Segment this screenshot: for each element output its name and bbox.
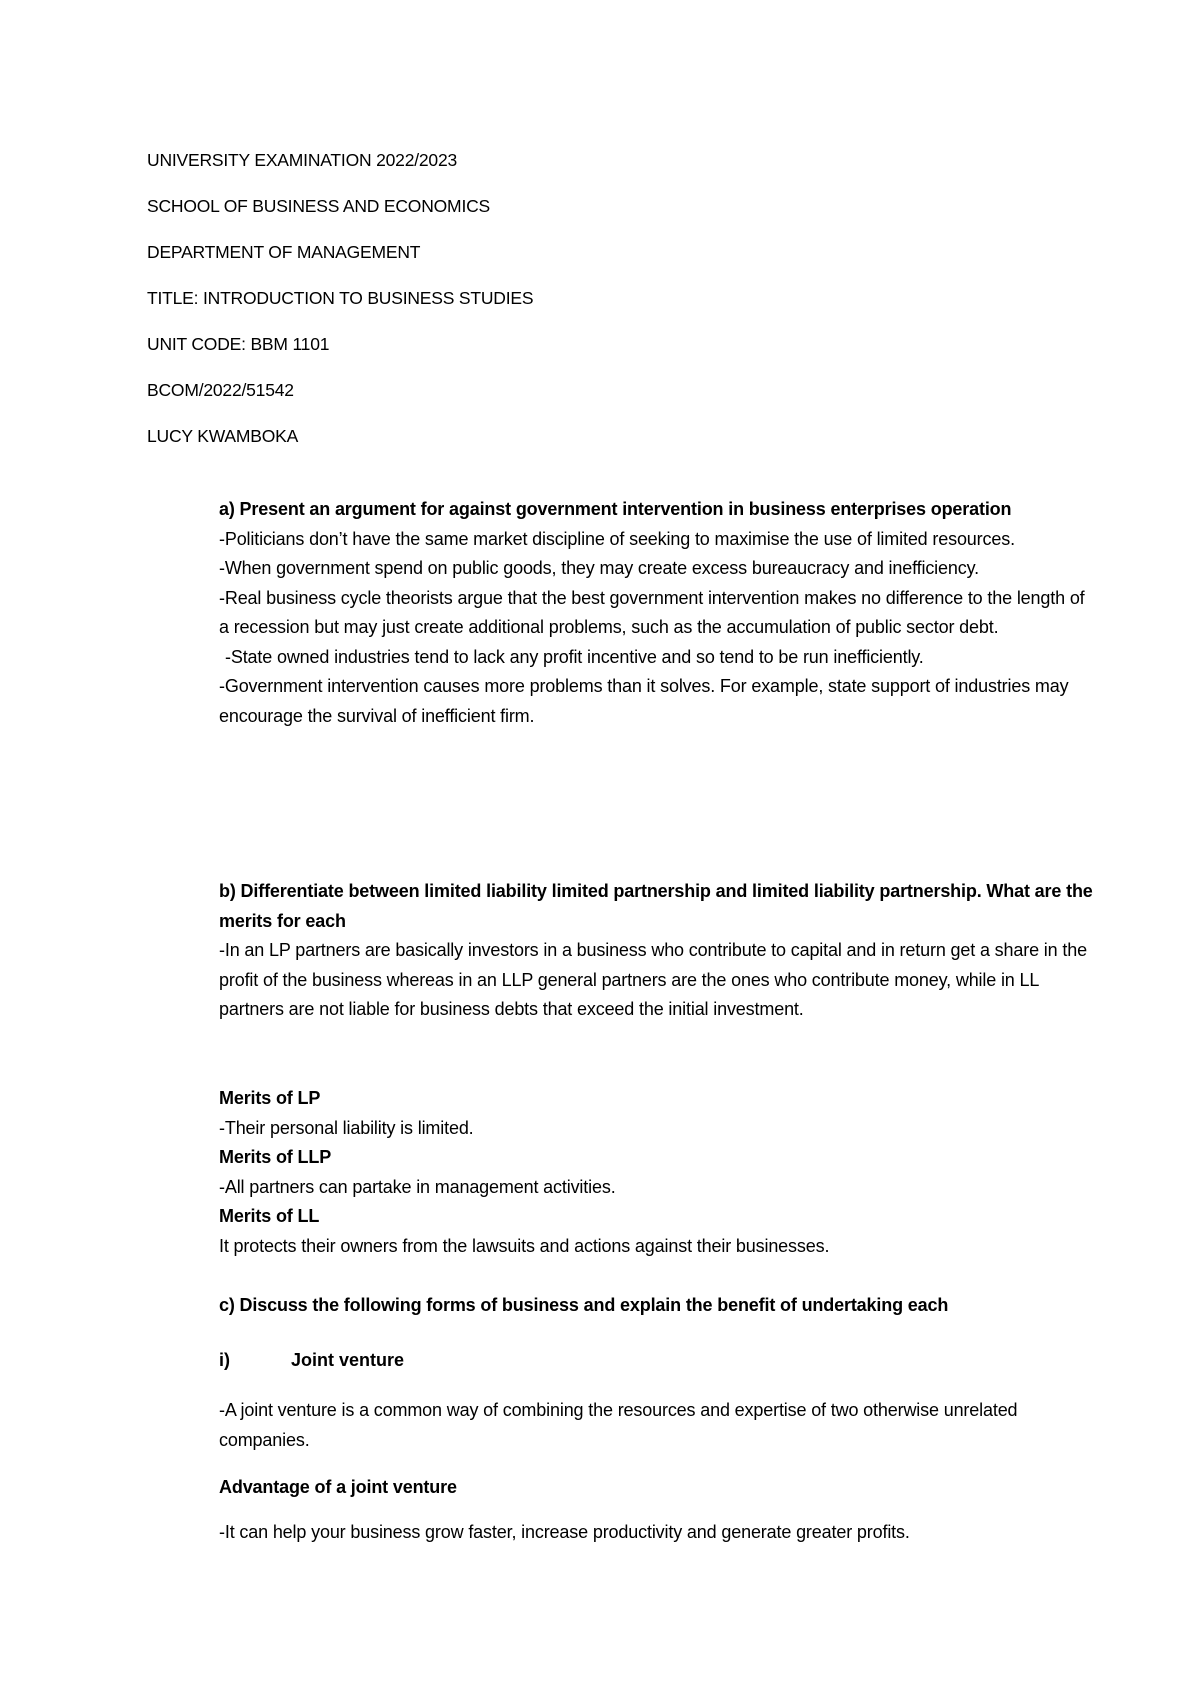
header-school: SCHOOL OF BUSINESS AND ECONOMICS [147, 196, 491, 216]
joint-venture-advantage-heading: Advantage of a joint venture [219, 1477, 457, 1497]
header-exam-title: UNIVERSITY EXAMINATION 2022/2023 [147, 150, 458, 170]
header-student-name: LUCY KWAMBOKA [147, 426, 299, 446]
merits-lp-text: -Their personal liability is limited. [219, 1117, 474, 1138]
header-course-title: TITLE: INTRODUCTION TO BUSINESS STUDIES [147, 288, 534, 308]
header-registration-number: BCOM/2022/51542 [147, 380, 294, 400]
merits-lp-heading: Merits of LP [219, 1088, 321, 1108]
section-c-item-i [219, 1350, 404, 1371]
joint-venture-advantage: -It can help your business grow faster, increase productivity and generate greater profits. [219, 1522, 910, 1542]
section-c [219, 1291, 1099, 1321]
section-b-merits [219, 1084, 1099, 1261]
merits-llp-text: -All partners can partake in management activities. [219, 1176, 616, 1197]
section-c-question: c) Discuss the following forms of business and explain the benefit of undertaking each [219, 1295, 949, 1315]
section-b-answer: -In an LP partners are basically investors in a business who contribute to capital and in return get a share in the profit of the business whereas in an LLP general partners are the ones who contribute money, while in LL partners are not liable for business debts that exceed the initial investment. [219, 940, 1087, 1019]
section-b-question: b) Differentiate between limited liability limited partnership and limited liability partnership. What are the merits for each [219, 881, 1093, 931]
joint-venture-definition-block [219, 1396, 1099, 1455]
joint-venture-advantage-heading-block [219, 1473, 1099, 1503]
merits-ll-heading: Merits of LL [219, 1206, 320, 1226]
section-a-point-1: -Politicians don’t have the same market discipline of seeking to maximise the use of limited resources. [219, 528, 1015, 549]
joint-venture-advantage-block [219, 1518, 1099, 1548]
section-a [219, 495, 1099, 731]
section-b [219, 877, 1099, 1025]
section-a-point-5: -Government intervention causes more problems than it solves. For example, state support of industries may encourage the survival of inefficient firm. [219, 676, 1069, 726]
section-a-question: a) Present an argument for against government intervention in business enterprises operation [219, 499, 1012, 519]
joint-venture-definition: -A joint venture is a common way of combining the resources and expertise of two otherwise unrelated companies. [219, 1400, 1018, 1450]
section-a-point-4: -State owned industries tend to lack any profit incentive and so tend to be run inefficiently. [225, 646, 924, 667]
section-a-point-3: -Real business cycle theorists argue that the best government intervention makes no difference to the length of a recession but may just create additional problems, such as the accumulation of public sector debt. [219, 587, 1085, 637]
section-a-point-2: -When government spend on public goods, they may create excess bureaucracy and inefficiency. [219, 558, 979, 578]
item-title: Joint venture [291, 1350, 405, 1370]
merits-ll-text: It protects their owners from the lawsuits and actions against their businesses. [219, 1235, 830, 1256]
header-department: DEPARTMENT OF MANAGEMENT [147, 242, 421, 262]
merits-llp-heading: Merits of LLP [219, 1147, 332, 1167]
item-number: i) [219, 1350, 230, 1370]
header-unit-code: UNIT CODE: BBM 1101 [147, 334, 330, 354]
